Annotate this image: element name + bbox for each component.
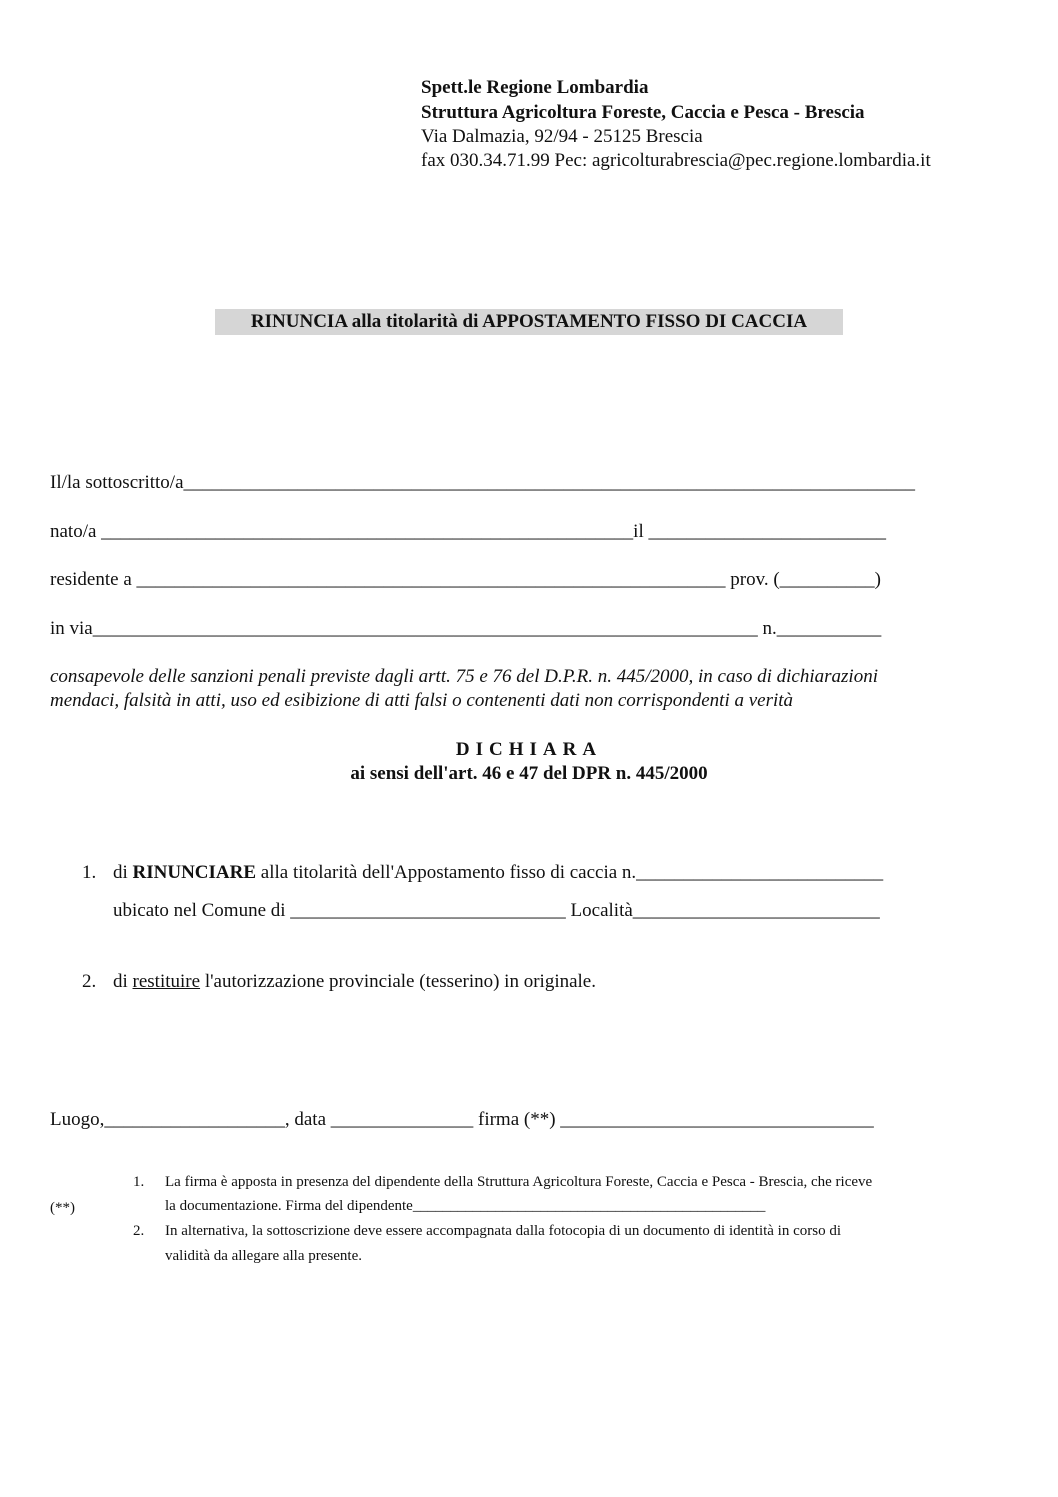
footnote-2-line-2: validità da allegare alla presente. [165,1248,362,1264]
footnote-number: 2. [133,1223,145,1239]
recipient-street: Via Dalmazia, 92/94 - 25125 Brescia [421,126,703,147]
footnote-marker: (**) [50,1200,75,1216]
field-residente[interactable]: residente a ______________________________________________________________ prov. (__________) [50,569,882,590]
item-keyword: RINUNCIARE [132,862,257,883]
dichiara-subheading: ai sensi dell'art. 46 e 47 del DPR n. 445/2000 [350,763,708,784]
consapevole-line-2: mendaci, falsità in atti, uso ed esibizione di atti falsi o contenenti dati non corrispondenti a verità [50,690,794,711]
document-title: RINUNCIA alla titolarità di APPOSTAMENTO FISSO DI CACCIA [215,309,843,335]
item-number: 2. [82,971,97,992]
field-sottoscritto[interactable]: Il/la sottoscritto/a_____________________________________________________________________________ [50,472,916,493]
item-rinunciare [113,861,883,885]
signature-line[interactable]: Luogo,___________________, data _______________ firma (**) _________________________________ [50,1109,874,1130]
recipient-department: Struttura Agricoltura Foreste, Caccia e Pesca - Brescia [421,102,865,123]
recipient-contacts: fax 030.34.71.99 Pec: agricolturabrescia@pec.regione.lombardia.it [421,150,931,171]
footnote-2-line-1: In alternativa, la sottoscrizione deve essere accompagnata dalla fotocopia di un documento di identità in corso di [165,1223,842,1239]
item-prefix: di [113,971,133,992]
item-text: l'autorizzazione provinciale (tesserino) in originale. [200,971,596,992]
footnote-1-line-1: La firma è apposta in presenza del dipendente della Struttura Agricoltura Foreste, Caccia e Pesca - Brescia, che riceve [165,1174,873,1190]
item-number: 1. [82,862,97,883]
item-ubicazione[interactable]: ubicato nel Comune di _____________________________ Località__________________________ [113,900,880,921]
item-keyword: restituire [132,971,201,992]
footnote-1-line-2[interactable]: la documentazione. Firma del dipendente_______________________________________________ [165,1198,766,1214]
dichiara-heading: DICHIARA [455,739,603,760]
item-restituire [113,970,596,994]
recipient-name: Spett.le Regione Lombardia [421,77,649,98]
field-via[interactable]: in via______________________________________________________________________ n.___________ [50,618,882,639]
footnote-number: 1. [133,1174,145,1190]
item-text[interactable]: alla titolarità dell'Appostamento fisso di caccia n.__________________________ [256,862,884,883]
consapevole-line-1: consapevole delle sanzioni penali previste dagli artt. 75 e 76 del D.P.R. n. 445/2000, in caso di dichiarazioni [50,666,878,687]
item-prefix: di [113,862,133,883]
field-nato[interactable]: nato/a ________________________________________________________il _________________________ [50,521,886,542]
